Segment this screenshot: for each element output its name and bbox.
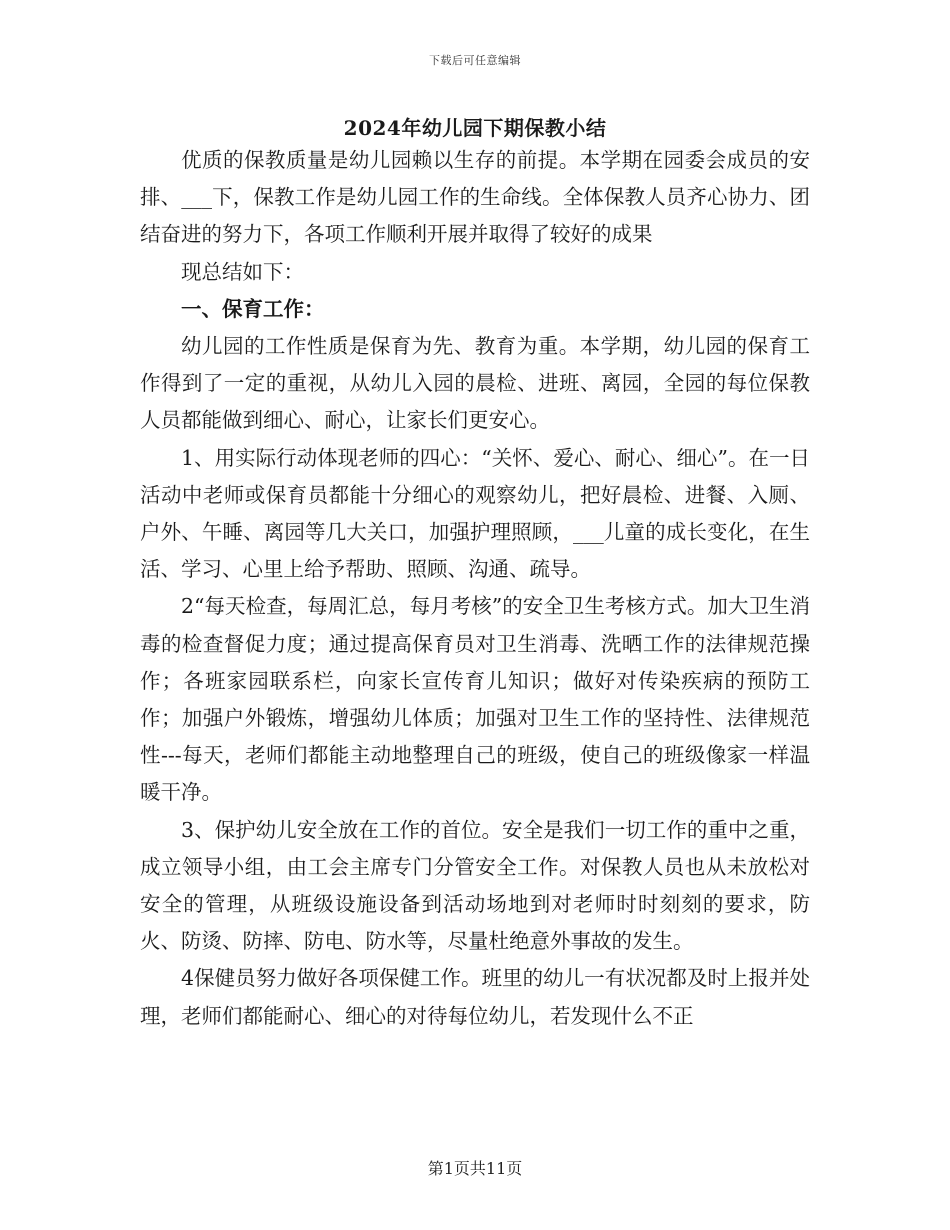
paragraph-summary-lead: 现总结如下：	[181, 259, 304, 284]
section-heading-childcare: 一、保育工作：	[181, 296, 325, 321]
page-footer: 第1页共11页	[427, 1159, 523, 1178]
paragraph-childcare-overview: 幼儿园的工作性质是保育为先、教育为重。本学期，幼儿园的保育工作得到了一定的重视，从幼儿入园的晨检、进班、离园，全园的每位保教人员都能做到细心、耐心，让家长们更安心。	[140, 334, 810, 433]
document-title: 2024年幼儿园下期保教小结	[343, 116, 607, 140]
paragraph-item-4: 4保健员努力做好各项保健工作。班里的幼儿一有状况都及时上报并处理，老师们都能耐心、细心的对待每位幼儿，若发现什么不正	[140, 966, 810, 1028]
document-body	[140, 142, 810, 1035]
paragraph-item-3: 3、保护幼儿安全放在工作的首位。安全是我们一切工作的重中之重，成立领导小组，由工会主席专门分管安全工作。对保教人员也从未放松对安全的管理，从班级设施设备到活动场地到对老师时时刻刻的要求，防火、防烫、防摔、防电、防水等，尽量杜绝意外事故的发生。	[140, 817, 810, 954]
header-note: 下载后可任意编辑	[429, 54, 521, 67]
paragraph-item-2: 2“每天检查，每周汇总，每月考核”的安全卫生考核方式。加大卫生消毒的检查督促力度；通过提高保育员对卫生消毒、洗晒工作的法律规范操作；各班家园联系栏，向家长宣传育儿知识；做好对传染疾病的预防工作；加强户外锻炼，增强幼儿体质；加强对卫生工作的坚持性、法律规范性---每天，老师们都能主动地整理自己的班级，使自己的班级像家一样温暖干净。	[140, 594, 810, 805]
paragraph-intro: 优质的保教质量是幼儿园赖以生存的前提。本学期在园委会成员的安排、___下，保教工作是幼儿园工作的生命线。全体保教人员齐心协力、团结奋进的努力下，各项工作顺利开展并取得了较好的成果	[140, 148, 810, 247]
paragraph-item-1: 1、用实际行动体现老师的四心：“关怀、爱心、耐心、细心”。在一日活动中老师或保育员都能十分细心的观察幼儿，把好晨检、进餐、入厕、户外、午睡、离园等几大关口，加强护理照顾，___儿童的成长变化，在生活、学习、心里上给予帮助、照顾、沟通、疏导。	[140, 445, 810, 582]
